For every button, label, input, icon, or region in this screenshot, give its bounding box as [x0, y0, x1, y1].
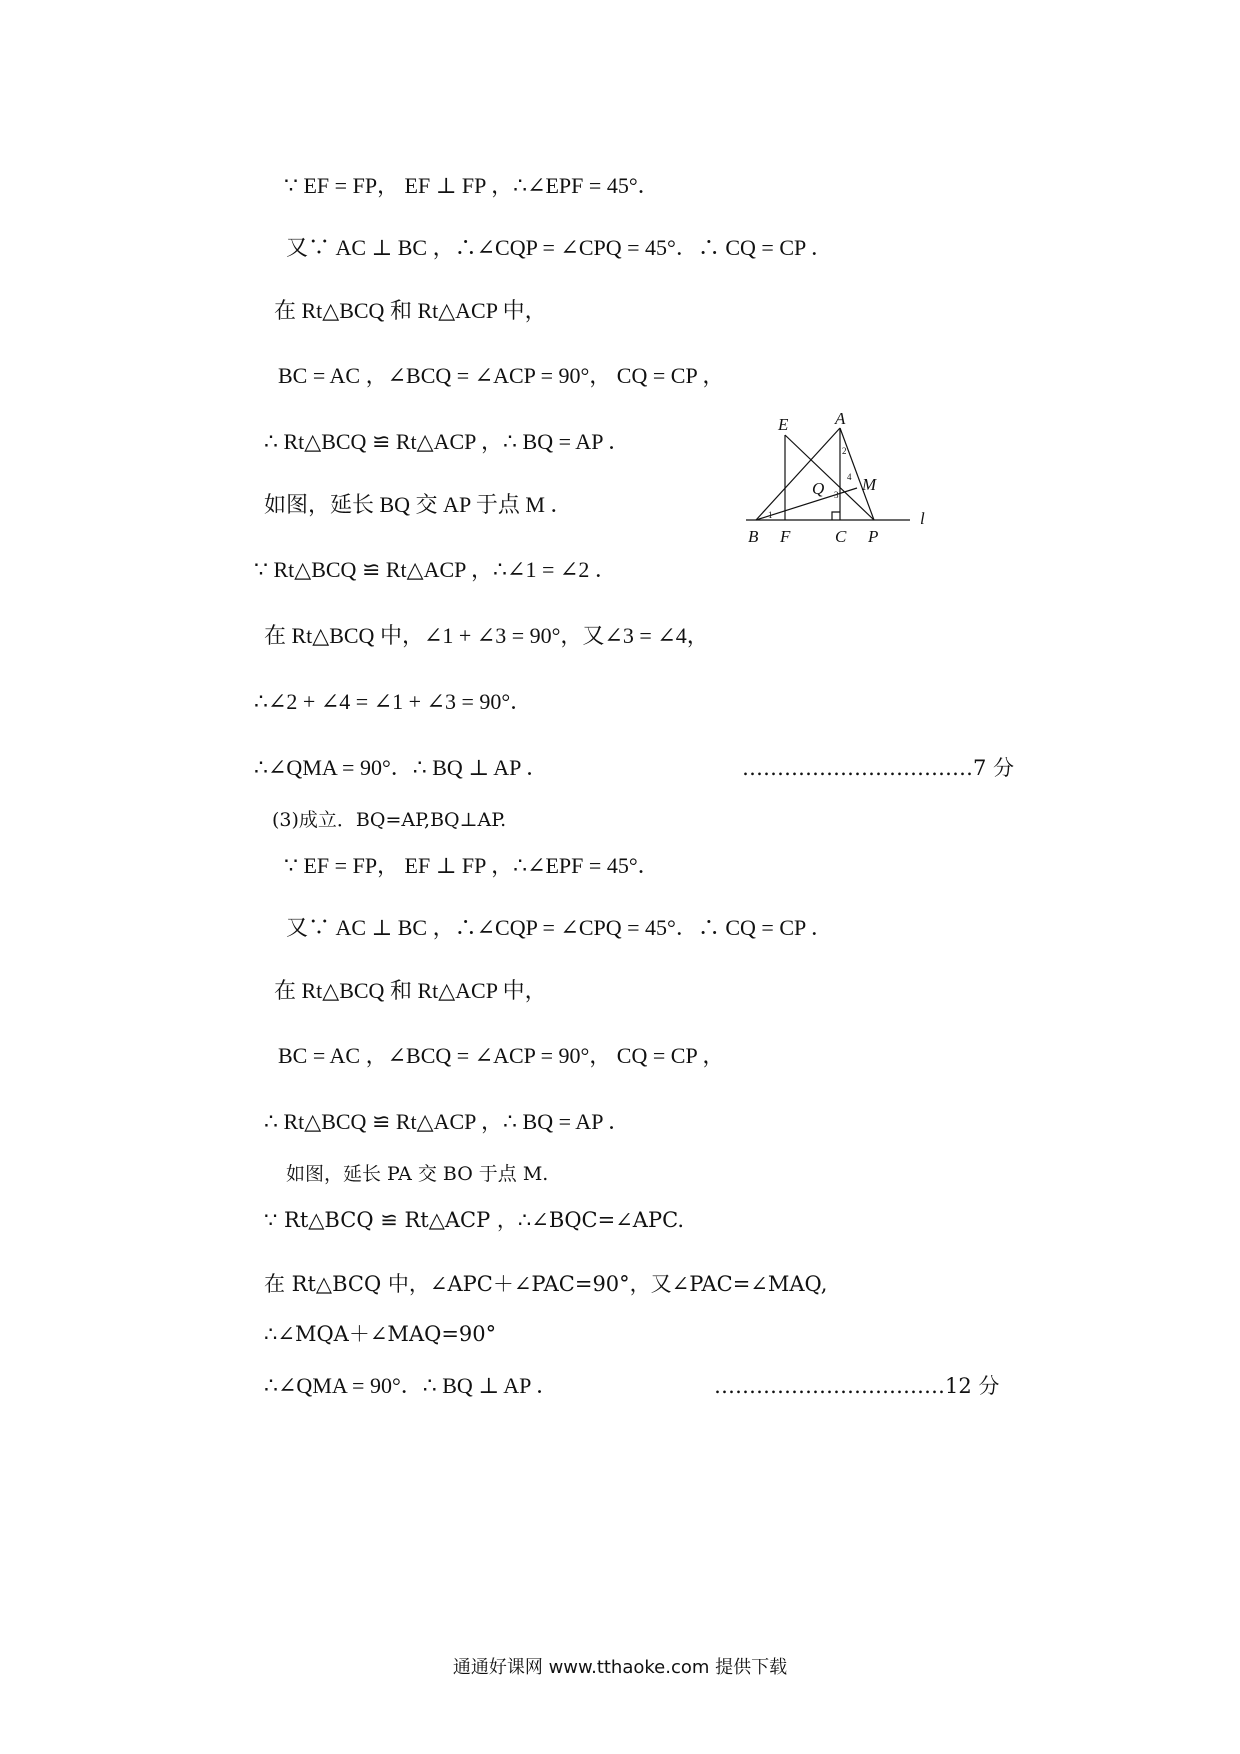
proof-line-12: ∵ EF = FP， EF ⊥ FP ，∴∠EPF = 45°．: [284, 853, 660, 878]
label-M: M: [862, 475, 877, 494]
label-C: C: [835, 527, 847, 546]
proof-line-16: ∴ Rt△BCQ ≌ Rt△ACP ，∴ BQ = AP ．: [264, 1109, 631, 1134]
angle-label-2: 2: [842, 446, 847, 456]
label-l: l: [920, 509, 925, 528]
label-Q: Q: [812, 479, 825, 498]
proof-line-1: ∵ EF = FP， EF ⊥ FP ，∴∠EPF = 45°．: [284, 173, 660, 198]
label-F: F: [780, 527, 791, 546]
proof-line-15: BC = AC ，∠BCQ = ∠ACP = 90°， CQ = CP ，: [278, 1043, 725, 1068]
proof-line-18: ∵ Rt△BCQ ≌ Rt△ACP ，∴∠BQC=∠APC.: [264, 1208, 685, 1232]
segment-AP: [840, 428, 874, 520]
proof-line-10: ∴∠QMA = 90°．∴ BQ ⊥ AP ．: [254, 755, 549, 780]
proof-line-17: 如图，延长 PA 交 BO 于点 M.: [286, 1163, 549, 1185]
label-E: E: [778, 415, 789, 434]
proof-line-2: 又∵ AC ⊥ BC ，∴∠CQP = ∠CPQ = 45°．∴ CQ = CP ．: [286, 235, 833, 260]
proof-line-7: ∵ Rt△BCQ ≌ Rt△ACP ，∴∠1 = ∠2 ．: [254, 557, 617, 582]
proof-line-3: 在 Rt△BCQ 和 Rt△ACP 中，: [274, 298, 547, 323]
proof-line-9: ∴∠2 + ∠4 = ∠1 + ∠3 = 90°．: [254, 689, 533, 714]
part-3-heading: (3)成立．BQ=AP,BQ⊥AP.: [272, 809, 507, 831]
score-12: ……………………………12 分: [714, 1374, 1000, 1398]
footer-credit: 通通好课网 www.tthaoke.com 提供下载: [452, 1657, 788, 1678]
label-A: A: [835, 409, 846, 428]
angle-label-3: 3: [834, 490, 839, 500]
geometry-figure: [742, 402, 932, 560]
score-7: ……………………………7 分: [742, 756, 1015, 780]
angle-label-4: 4: [847, 472, 852, 482]
segment-EP: [785, 435, 874, 520]
proof-line-14: 在 Rt△BCQ 和 Rt△ACP 中，: [274, 978, 547, 1003]
proof-line-6: 如图，延长 BQ 交 AP 于点 M ．: [264, 492, 573, 517]
proof-line-21: ∴∠QMA = 90°．∴ BQ ⊥ AP ．: [264, 1373, 559, 1398]
proof-line-20: ∴∠MQA＋∠MAQ=90°: [264, 1322, 497, 1346]
proof-line-8: 在 Rt△BCQ 中，∠1 + ∠3 = 90°，又∠3 = ∠4，: [264, 623, 709, 648]
proof-line-5: ∴ Rt△BCQ ≌ Rt△ACP ，∴ BQ = AP ．: [264, 429, 631, 454]
proof-line-19: 在 Rt△BCQ 中，∠APC＋∠PAC=90°，又∠PAC=∠MAQ,: [264, 1272, 828, 1296]
label-B: B: [748, 527, 759, 546]
proof-line-4: BC = AC ，∠BCQ = ∠ACP = 90°， CQ = CP ，: [278, 363, 725, 388]
proof-line-13: 又∵ AC ⊥ BC ，∴∠CQP = ∠CPQ = 45°．∴ CQ = CP ．: [286, 915, 833, 940]
label-P: P: [868, 527, 879, 546]
right-angle-mark: [832, 512, 840, 520]
angle-label-1: 1: [768, 510, 773, 520]
